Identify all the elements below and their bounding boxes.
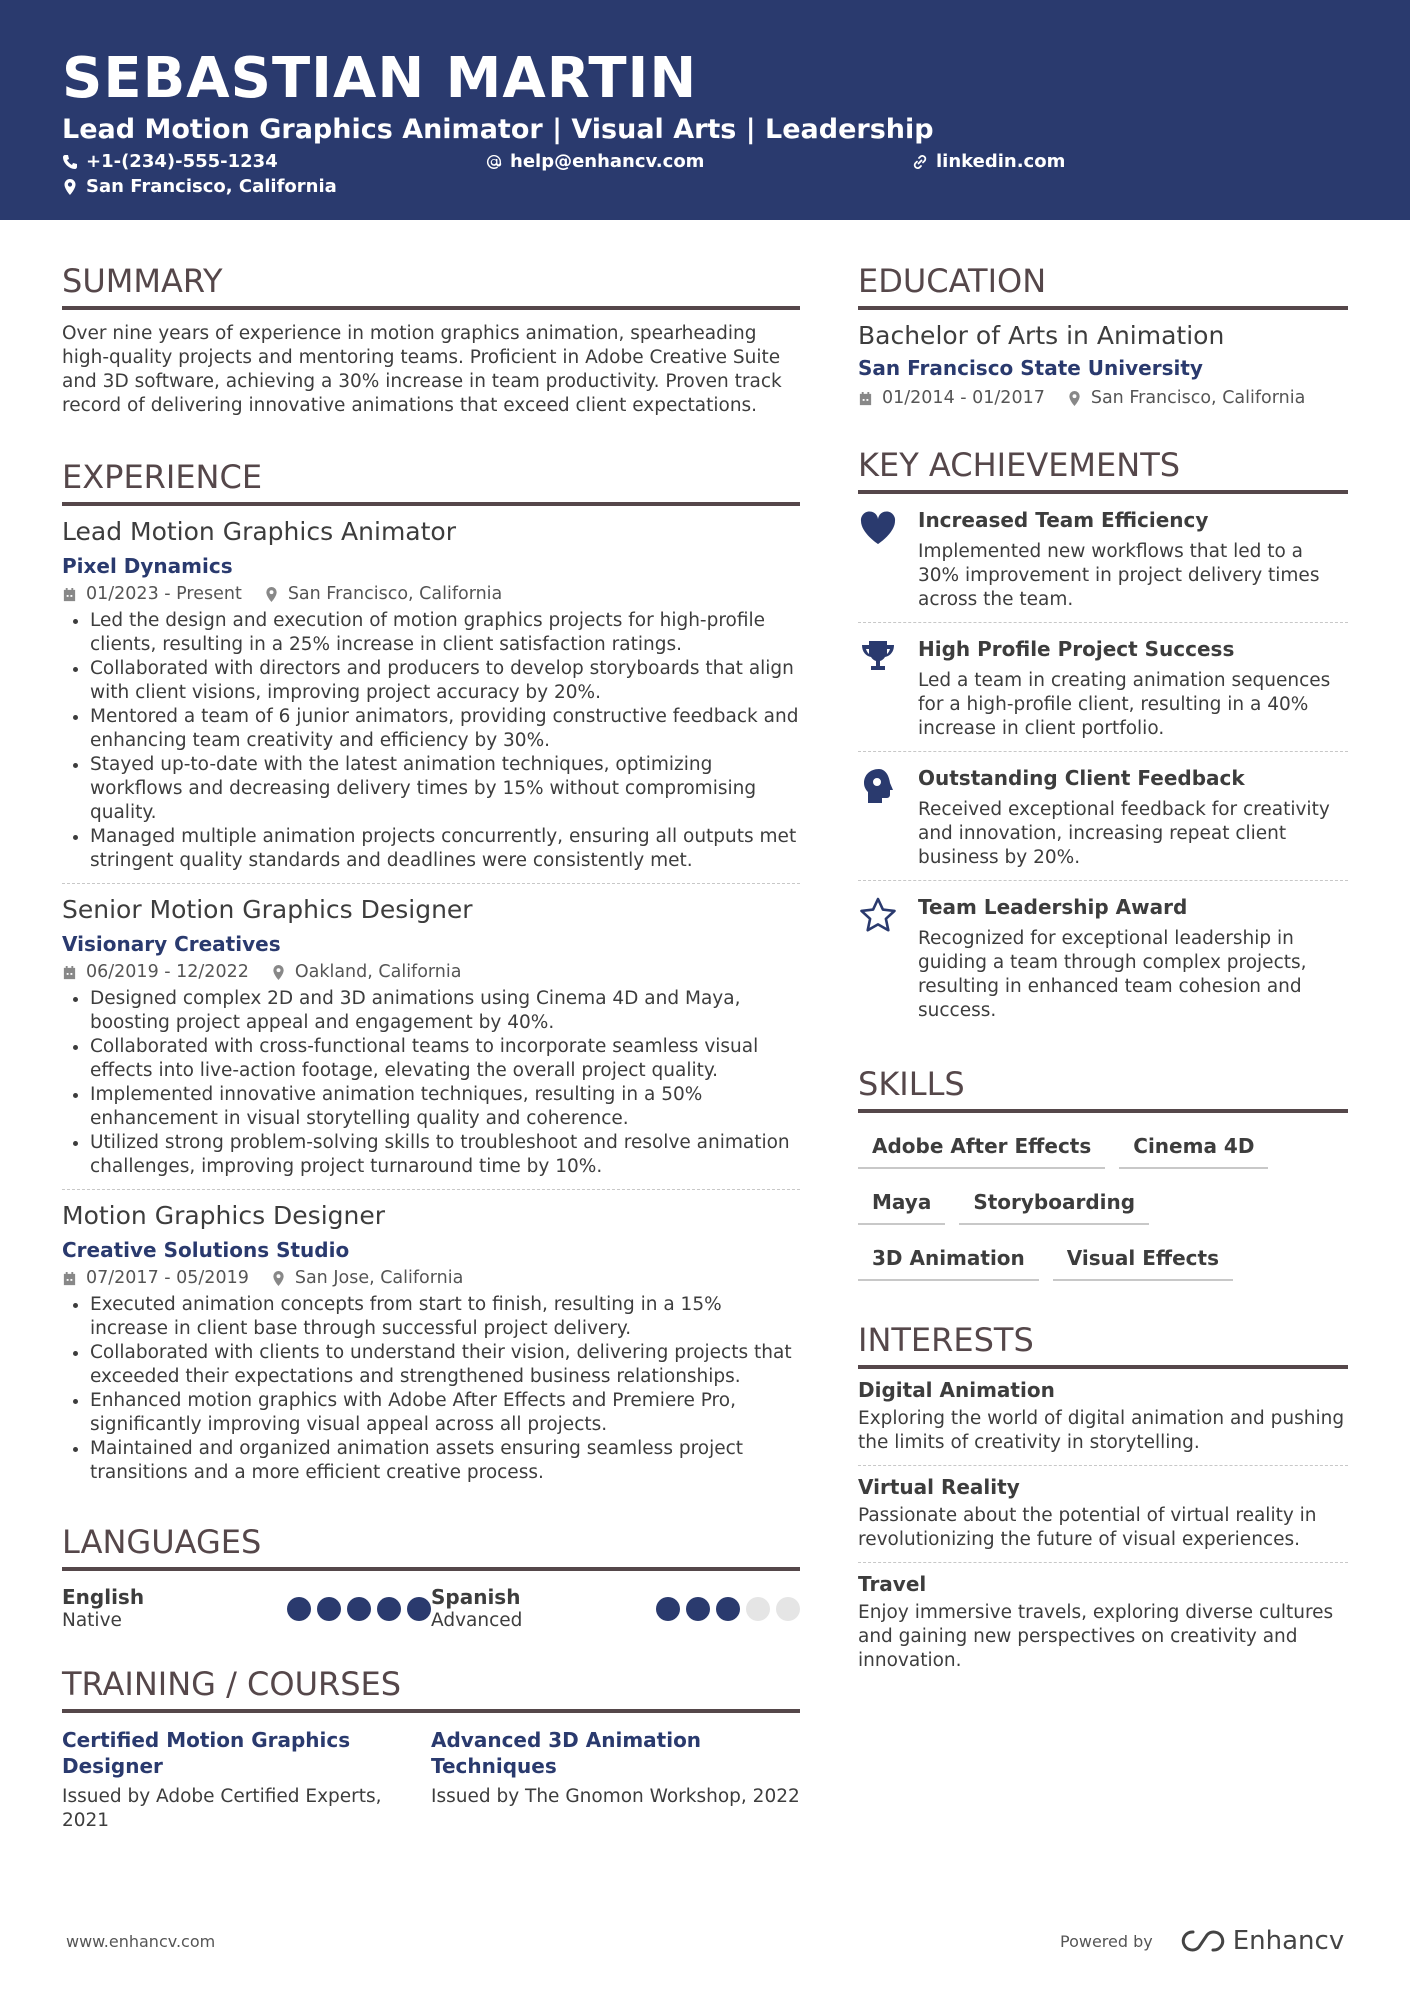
education-school: San Francisco State University [858,356,1203,380]
location-text: San Francisco, California [86,176,337,197]
interest-desc: Passionate about the potential of virtual reality in revolutionizing the future of visual experiences. [858,1505,1317,1550]
job-meta [62,1266,800,1290]
job-bullet: • Stayed up-to-date with the latest animation techniques, optimizing workflows and decreasing delivery times by 15% without compromising quality. [90,753,800,825]
location-pin-icon [271,1271,286,1286]
job-entry [62,1190,800,1495]
calendar-icon [62,1271,77,1286]
job-meta [62,960,800,984]
location-pin-icon [264,587,279,602]
enhancv-logo-icon [1179,1928,1225,1954]
achievement-desc: Implemented new workflows that led to a 30% improvement in project delivery times across the team. [918,541,1320,610]
job-dates: 01/2023 - Present [86,584,242,604]
summary-heading: SUMMARY [62,260,800,310]
footer-website[interactable]: www.enhancv.com [66,1932,216,1951]
education-location: San Francisco, California [1090,388,1306,408]
job-bullet: • Led the design and execution of motion graphics projects for high-profile clients, resulting in a 25% increase in client satisfaction ratings. [90,609,800,657]
job-title: Lead Motion Graphics Animator [62,517,456,546]
location-pin-icon [271,965,286,980]
achievement-title: High Profile Project Success [918,637,1235,661]
language-rating [650,1597,800,1621]
candidate-name: SEBASTIAN MARTIN [62,46,698,111]
job-bullet: • Implemented innovative animation techniques, resulting in a 50% enhancement in visual storytelling quality and coherence. [90,1083,800,1131]
job-title: Motion Graphics Designer [62,1201,386,1230]
achievements-heading: KEY ACHIEVEMENTS [858,444,1348,494]
achievement-item [858,623,1348,752]
education-dates: 01/2014 - 01/2017 [882,388,1045,408]
candidate-title: Lead Motion Graphics Animator | Visual Arts | Leadership [62,114,934,145]
link-icon [912,154,928,170]
calendar-icon [62,965,77,980]
language-level: Advanced [431,1610,523,1631]
experience-heading: EXPERIENCE [62,456,800,506]
powered-by-text: Powered by [1060,1931,1153,1951]
training-heading: TRAINING / COURSES [62,1663,800,1713]
skills-heading: SKILLS [858,1063,1348,1113]
linkedin-text: linkedin.com [936,151,1066,172]
job-bullet: • Collaborated with directors and producers to develop storyboards that align with client visions, improving project accuracy by 20%. [90,657,800,705]
training-issuer: Issued by The Gnomon Workshop, 2022 [431,1786,800,1807]
training-issuer: Issued by Adobe Certified Experts, 2021 [62,1786,382,1831]
training-title: Advanced 3D Animation Techniques [431,1728,702,1778]
achievement-title: Outstanding Client Feedback [918,766,1245,790]
achievements-list [858,494,1348,1033]
job-meta [62,582,800,606]
rating-dot [347,1597,371,1621]
training-list [62,1727,800,1833]
company-name: Creative Solutions Studio [62,1238,350,1262]
brand-name: Enhancv [1232,1926,1345,1956]
job-bullet: • Collaborated with clients to understand their vision, delivering projects that exceeded their expectations and strengthened business relationships. [90,1341,800,1389]
achievement-item [858,494,1348,623]
achievement-desc: Recognized for exceptional leadership in guiding a team through complex projects, resulting in enhanced team cohesion and success. [918,928,1307,1021]
job-entry [62,884,800,1190]
education-heading: EDUCATION [858,260,1348,310]
job-dates: 06/2019 - 12/2022 [86,962,249,982]
linkedin-contact[interactable] [912,150,1065,174]
skill-tag: Visual Effects [1053,1239,1233,1281]
achievement-desc: Received exceptional feedback for creativity and innovation, increasing repeat client business by 20%. [918,799,1330,868]
interest-desc: Enjoy immersive travels, exploring diverse cultures and gaining new perspectives on creativity and innovation. [858,1602,1334,1671]
training-item [62,1727,431,1833]
achievement-item [858,881,1348,1033]
job-dates: 07/2017 - 05/2019 [86,1268,249,1288]
at-icon [486,154,502,170]
calendar-icon [62,587,77,602]
achievement-item [858,752,1348,881]
rating-dot [317,1597,341,1621]
achievement-desc: Led a team in creating animation sequences for a high-profile client, resulting in a 40% increase in client portfolio. [918,670,1331,739]
job-bullet: • Managed multiple animation projects concurrently, ensuring all outputs met stringent quality standards and deadlines were consistently met. [90,825,800,873]
interest-item [858,1369,1348,1466]
interest-title: Digital Animation [858,1378,1055,1402]
language-name: English [62,1585,145,1609]
training-item [431,1727,800,1833]
rating-dot [407,1597,431,1621]
job-bullets [62,609,800,873]
enhancv-logo[interactable] [1179,1926,1344,1956]
rating-dot [746,1597,770,1621]
skill-tag: Storyboarding [959,1183,1149,1225]
job-bullet: • Collaborated with cross-functional teams to incorporate seamless visual effects into live-action footage, elevating the overall project quality. [90,1035,800,1083]
star-icon [858,895,898,935]
rating-dot [377,1597,401,1621]
company-name: Pixel Dynamics [62,554,233,578]
achievement-title: Team Leadership Award [918,895,1188,919]
job-bullet: • Maintained and organized animation assets ensuring seamless project transitions and a more efficient creative process. [90,1437,800,1485]
job-bullet: • Utilized strong problem-solving skills to troubleshoot and resolve animation challenges, improving project turnaround time by 10%. [90,1131,800,1179]
rating-dot [686,1597,710,1621]
summary-text: Over nine years of experience in motion graphics animation, spearheading high-quality projects and mentoring teams. Proficient in Adobe Creative Suite and 3D software, achieving a 30% increase in team productivity. Proven track record of delivering innovative animations that exceed client expectations. [62,323,782,416]
calendar-icon [858,391,873,406]
training-title: Certified Motion Graphics Designer [62,1728,351,1778]
header [0,0,1410,220]
job-location: San Francisco, California [287,584,503,604]
heart-icon [858,508,898,548]
experience-list [62,506,800,1495]
job-bullets [62,987,800,1179]
interests-heading: INTERESTS [858,1319,1348,1369]
job-entry [62,506,800,884]
phone-contact[interactable] [62,150,278,174]
phone-text: +1-(234)-555-1234 [86,151,278,172]
trophy-icon [858,637,898,677]
phone-icon [62,154,78,170]
location-contact [62,175,337,199]
job-bullet: • Mentored a team of 6 junior animators, providing constructive feedback and enhancing team creativity and efficiency by 30%. [90,705,800,753]
skills-list [858,1127,1348,1295]
job-bullet: • Enhanced motion graphics with Adobe After Effects and Premiere Pro, significantly improving visual appeal across all projects. [90,1389,800,1437]
interest-item [858,1466,1348,1563]
skill-tag: 3D Animation [858,1239,1039,1281]
job-bullet: • Designed complex 2D and 3D animations using Cinema 4D and Maya, boosting project appeal and engagement by 40%. [90,987,800,1035]
email-text: help@enhancv.com [510,151,705,172]
education-degree: Bachelor of Arts in Animation [858,321,1225,350]
job-bullets [62,1293,800,1485]
interest-title: Virtual Reality [858,1475,1020,1499]
rating-dot [656,1597,680,1621]
achievement-title: Increased Team Efficiency [918,508,1209,532]
location-pin-icon [1067,391,1082,406]
languages-list [62,1585,800,1633]
interest-desc: Exploring the world of digital animation and pushing the limits of creativity in storytelling. [858,1408,1345,1453]
rating-dot [776,1597,800,1621]
skill-tag: Maya [858,1183,945,1225]
interest-title: Travel [858,1572,927,1596]
interest-item [858,1563,1348,1683]
job-title: Senior Motion Graphics Designer [62,895,473,924]
right-column [858,260,1348,1683]
rating-dot [716,1597,740,1621]
language-item [431,1585,800,1633]
head-icon [858,766,898,806]
skill-tag: Adobe After Effects [858,1127,1105,1169]
skill-tag: Cinema 4D [1119,1127,1268,1169]
language-rating [281,1597,431,1621]
left-column [62,260,800,1833]
job-location: Oakland, California [294,962,462,982]
email-contact[interactable] [486,150,704,174]
company-name: Visionary Creatives [62,932,281,956]
footer-branding [1060,1926,1344,1956]
language-name: Spanish [431,1585,521,1609]
location-pin-icon [62,179,78,195]
language-item [62,1585,431,1633]
interests-list [858,1369,1348,1683]
rating-dot [287,1597,311,1621]
language-level: Native [62,1610,122,1631]
job-bullet: • Executed animation concepts from start to finish, resulting in a 15% increase in client base through successful project delivery. [90,1293,800,1341]
job-location: San Jose, California [294,1268,464,1288]
education-meta [858,386,1348,410]
languages-heading: LANGUAGES [62,1521,800,1571]
